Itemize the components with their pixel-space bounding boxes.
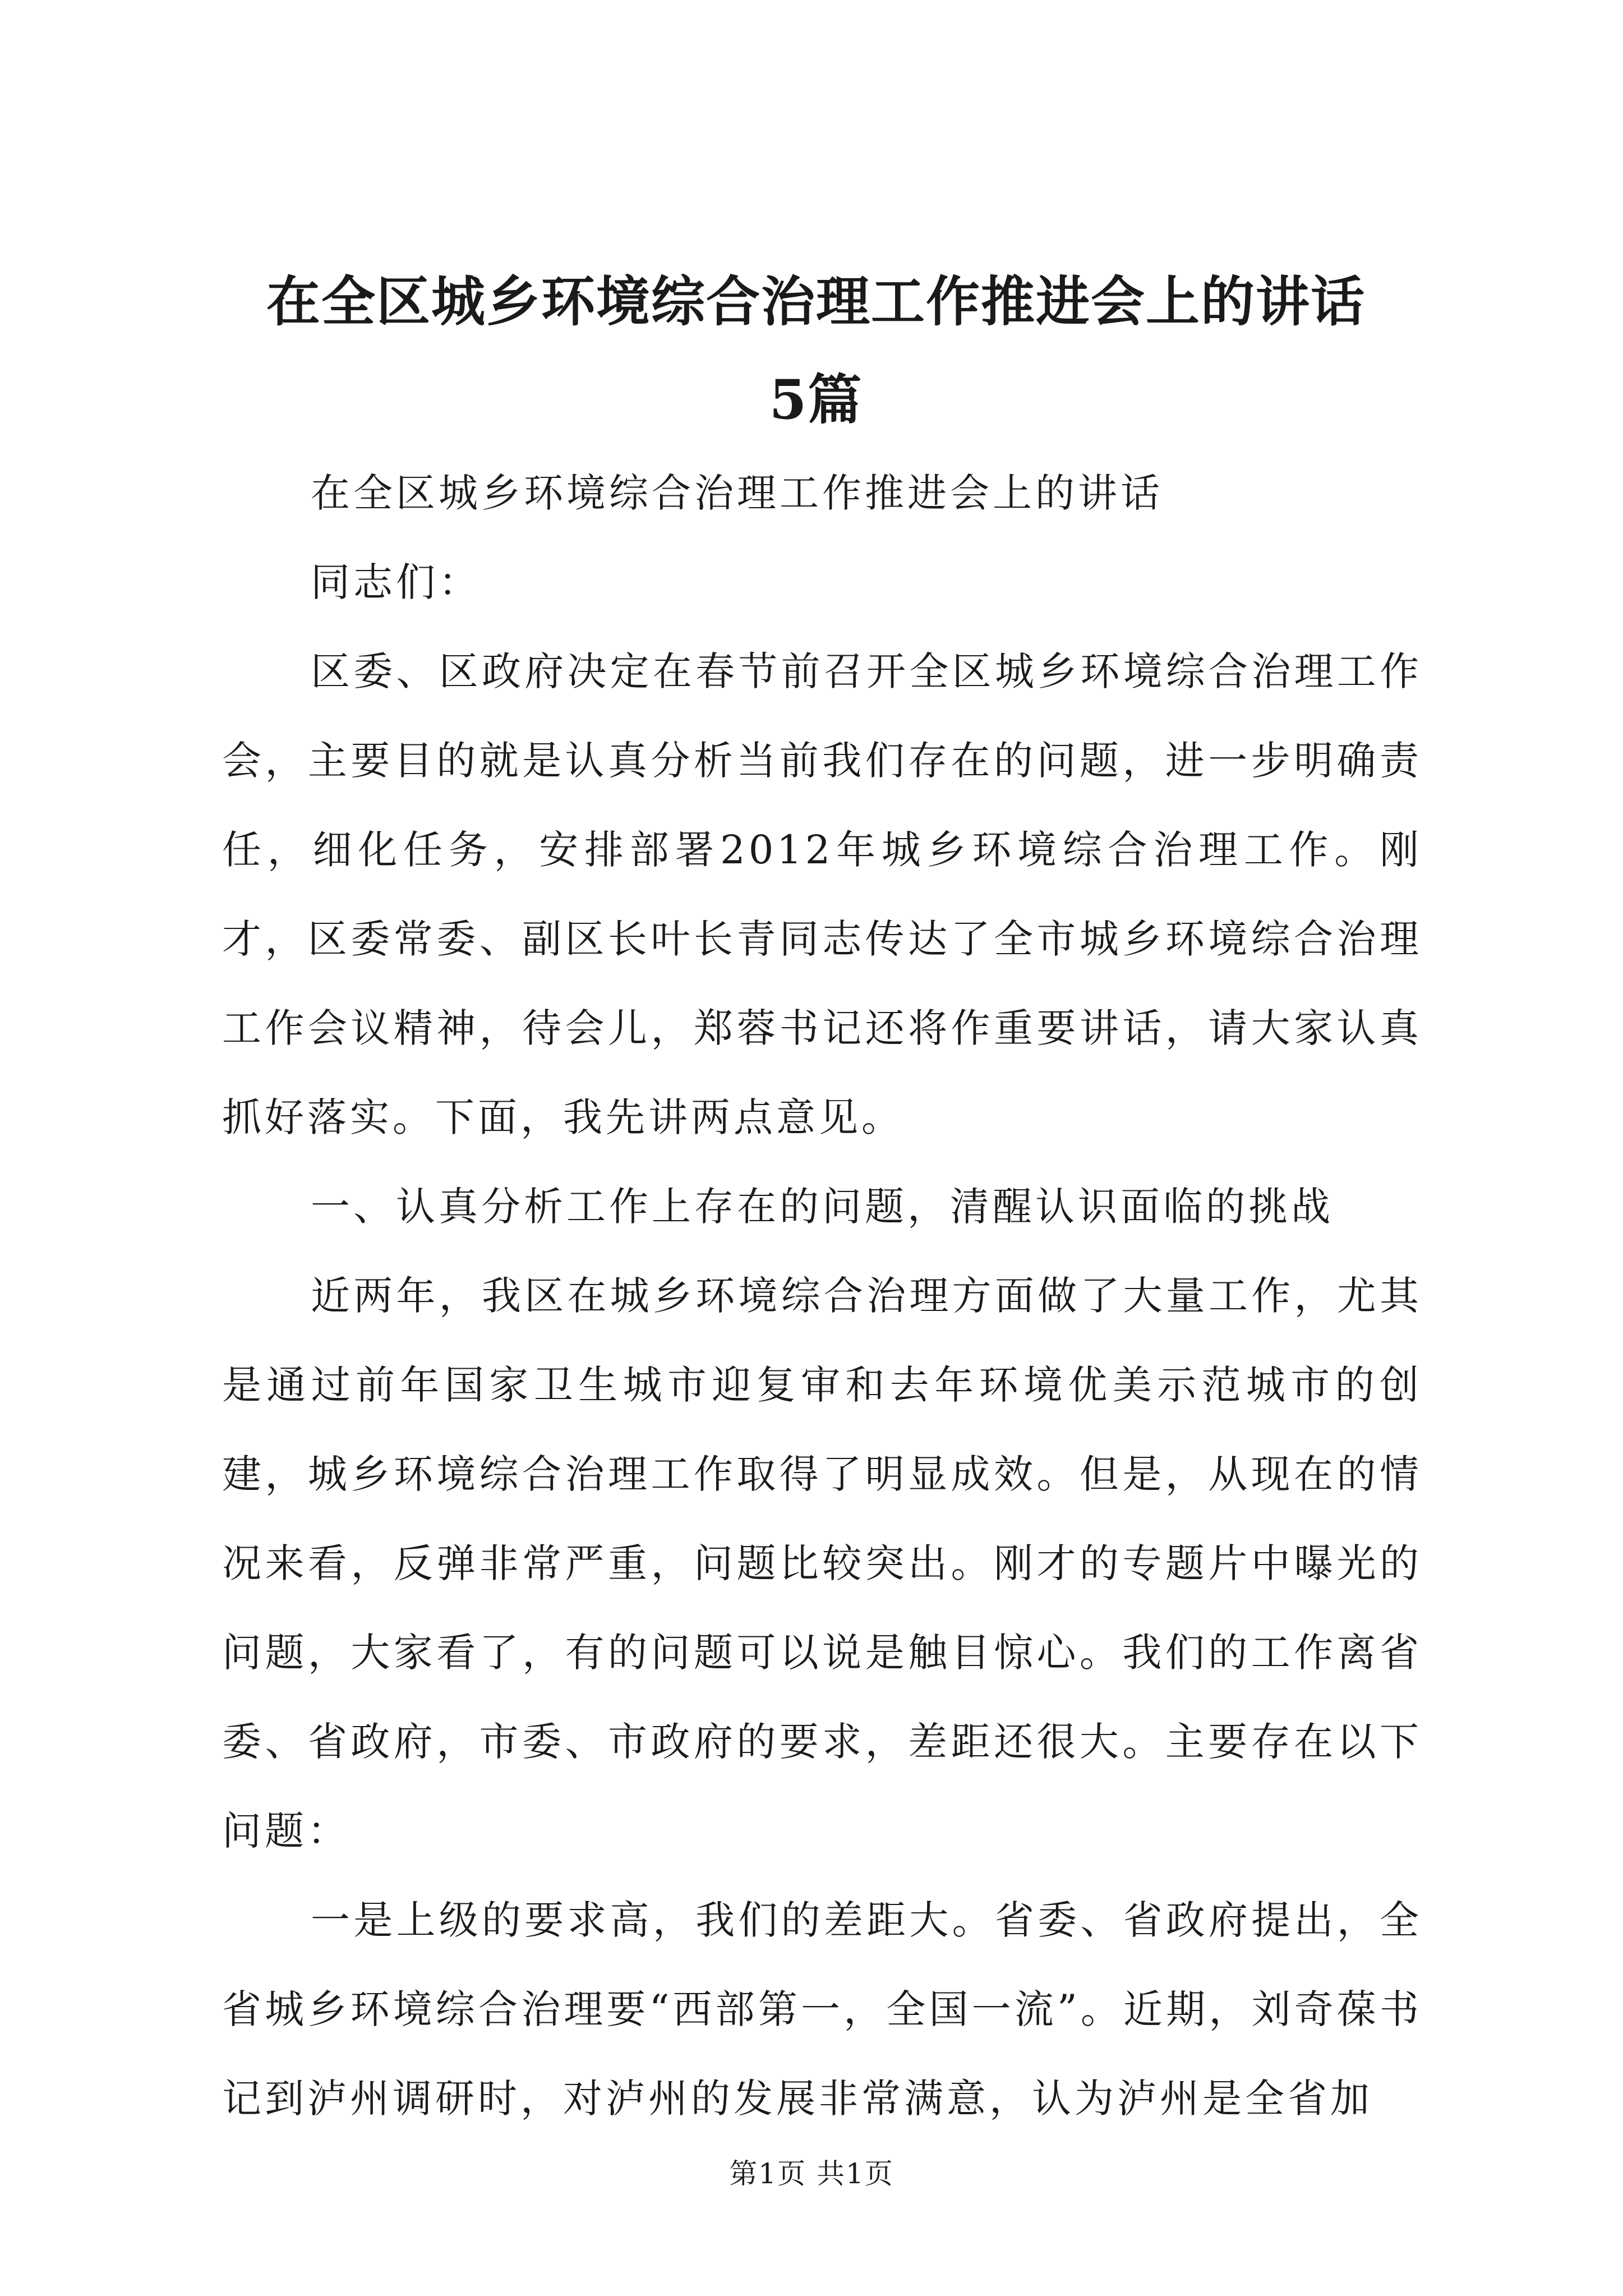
title-line-1: 在全区城乡环境综合治理工作推进会上的讲话 (266, 270, 1366, 333)
title-line-2: 5篇 (769, 368, 863, 431)
document-body (222, 449, 1422, 2143)
body-paragraph: 一是上级的要求高，我们的差距大。省委、省政府提出，全省城乡环境综合治理要“西部第一，全国一流”。近期，刘奇葆书记到泸州调研时，对泸州的发展非常满意，认为泸州是全省加 (222, 1897, 1422, 2122)
salutation-paragraph: 同志们： (311, 559, 481, 605)
speech-title-paragraph: 在全区城乡环境综合治理工作推进会上的讲话 (311, 470, 1163, 516)
section-heading: 一、认真分析工作上存在的问题，清醒认识面临的挑战 (311, 1184, 1334, 1230)
body-paragraph: 区委、区政府决定在春节前召开全区城乡环境综合治理工作会，主要目的就是认真分析当前我们存在的问题，进一步明确责任，细化任务，安排部署2012年城乡环境综合治理工作。刚才，区委常委、副区长叶长青同志传达了全市城乡环境综合治理工作会议精神，待会儿，郑蓉书记还将作重要讲话，请大家认真抓好落实。下面，我先讲两点意见。 (222, 648, 1422, 1140)
page-footer: 第1页 共1页 (729, 2157, 894, 2190)
document-title (213, 252, 1419, 449)
body-paragraph: 近两年，我区在城乡环境综合治理方面做了大量工作，尤其是通过前年国家卫生城市迎复审和去年环境优美示范城市的创建，城乡环境综合治理工作取得了明显成效。但是，从现在的情况来看，反弹非常严重，问题比较突出。刚才的专题片中曝光的问题，大家看了，有的问题可以说是触目惊心。我们的工作离省委、省政府，市委、市政府的要求，差距还很大。主要存在以下问题： (222, 1273, 1422, 1854)
